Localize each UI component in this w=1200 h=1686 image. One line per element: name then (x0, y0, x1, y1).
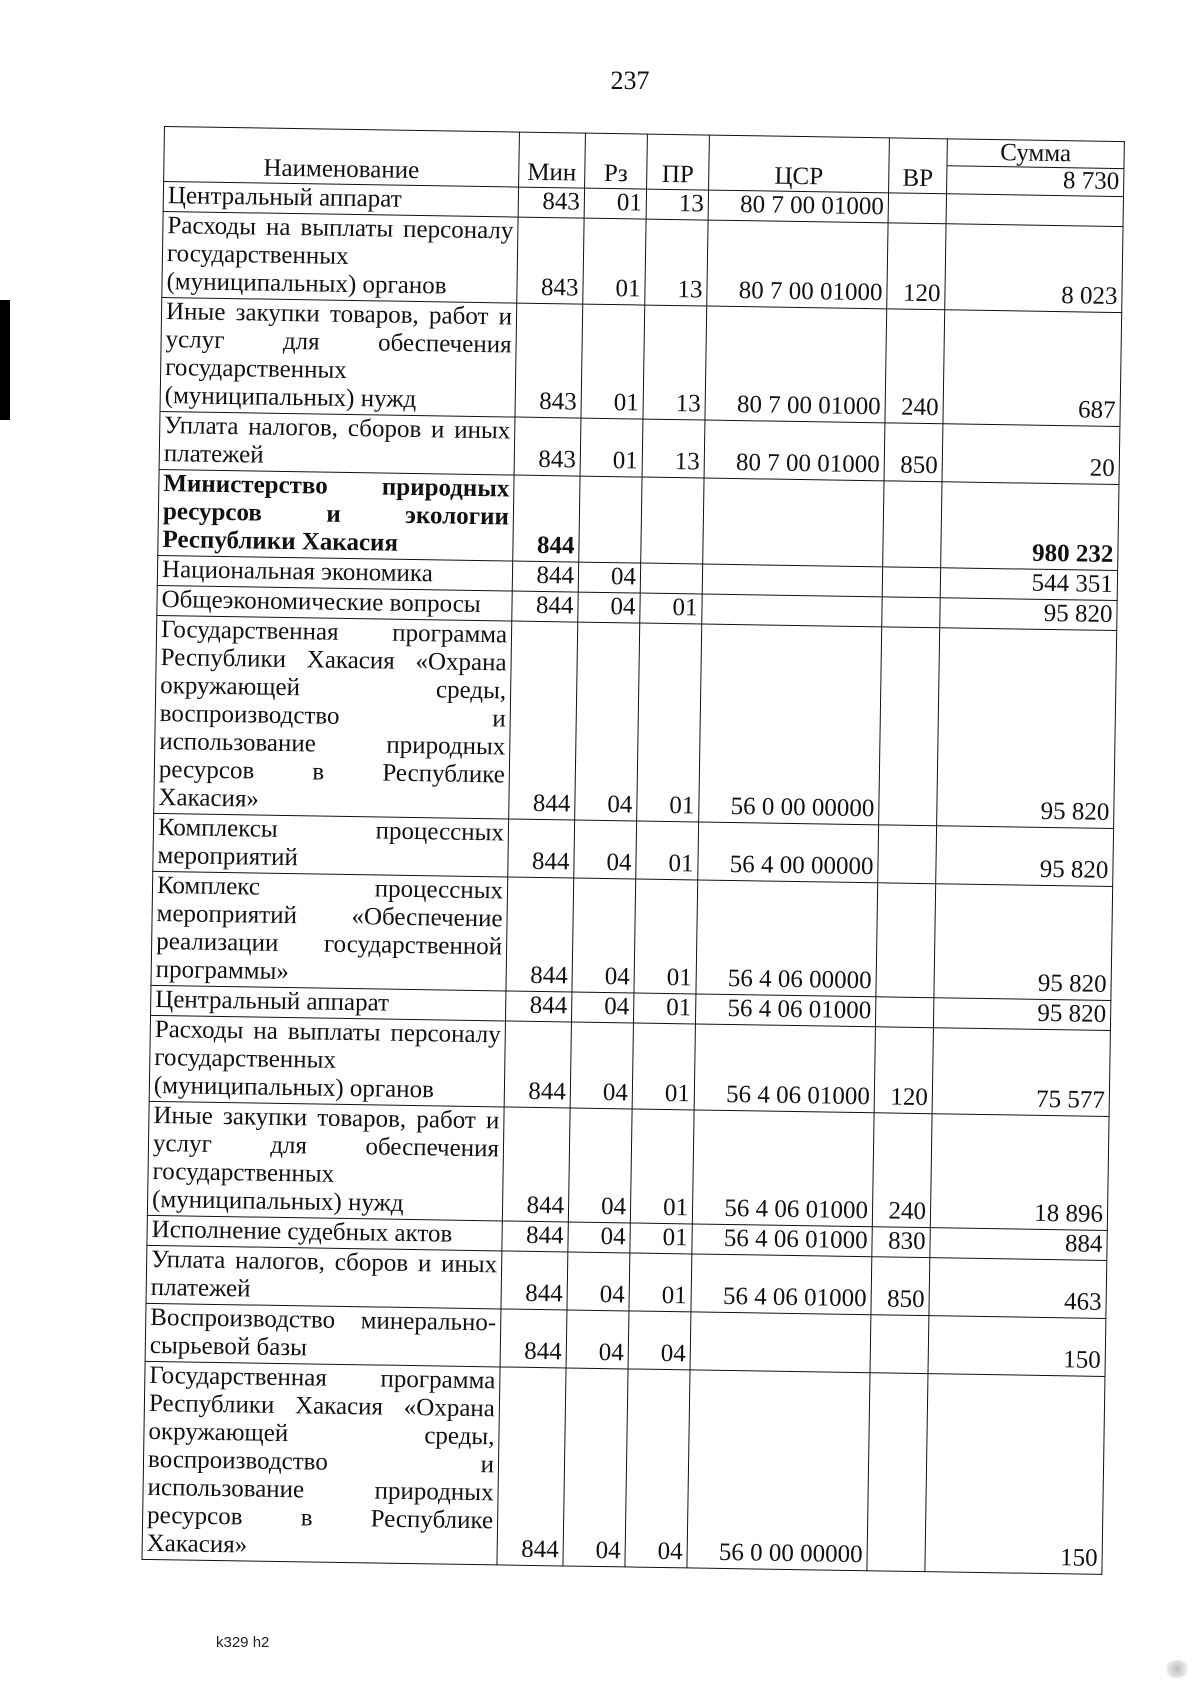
cell-min: 844 (508, 819, 575, 878)
cell-csr: 56 4 06 01000 (695, 994, 875, 1027)
cell-pr: 01 (629, 1253, 692, 1312)
table-row (147, 1101, 1109, 1230)
cell-rz: 04 (578, 592, 640, 623)
cell-pr: 01 (630, 1109, 694, 1224)
cell-vr: 850 (884, 423, 943, 482)
cell-name: Государственная программа Республики Хакасия «Охрана окружающей среды, воспроизводство и использование природных ресурсов в Республике Хакасия» (154, 615, 512, 819)
cell-sum: 150 (928, 1316, 1106, 1377)
cell-rz: 04 (578, 562, 640, 593)
cell-name: Государственная программа Республики Хакасия «Охрана окружающей среды, воспроизводство и использование природных ресурсов в Республике Хакасия» (142, 1361, 500, 1565)
cell-rz: 04 (574, 820, 637, 879)
cell-rz (579, 476, 642, 563)
cell-pr: 01 (633, 993, 695, 1024)
page-number: 237 (610, 66, 650, 95)
cell-pr (641, 477, 704, 564)
header-name: Наименование (164, 127, 520, 188)
cell-name: Комплексы процессных мероприятий (153, 813, 509, 877)
cell-rz: 04 (567, 1252, 630, 1311)
cell-min: 844 (513, 475, 580, 562)
cell-name: Иные закупки товаров, работ и услуг для обеспечения государственных (муниципальных) нужд (147, 1101, 504, 1221)
cell-vr: 120 (874, 1027, 933, 1114)
header-vr: ВР (889, 138, 948, 194)
table-row (149, 1015, 1110, 1116)
cell-min: 844 (505, 991, 571, 1022)
cell-pr: 13 (645, 219, 708, 306)
cell-rz: 01 (581, 304, 645, 419)
cell-vr (888, 193, 946, 224)
cell-rz: 01 (584, 188, 646, 219)
cell-rz: 04 (566, 1310, 629, 1369)
cell-min: 844 (500, 1309, 567, 1368)
cell-vr: 240 (872, 1113, 932, 1228)
cell-min: 843 (515, 303, 583, 418)
cell-name: Национальная экономика (157, 555, 512, 591)
cell-pr: 01 (630, 1223, 692, 1254)
cell-pr: 01 (634, 879, 698, 994)
cell-vr (879, 627, 940, 826)
cell-csr: 80 7 00 01000 (704, 420, 885, 481)
cell-name: Министерство природных ресурсов и экологии Республики Хакасия (158, 469, 514, 561)
cell-pr: 13 (642, 419, 705, 478)
cell-name: Расходы на выплаты персоналу государственных (муниципальных) органов (149, 1015, 505, 1107)
cell-pr (640, 563, 702, 594)
header-rz: Рз (585, 133, 648, 189)
cell-pr: 01 (637, 623, 702, 822)
cell-pr: 01 (640, 593, 702, 624)
cell-pr: 13 (646, 189, 708, 220)
cell-vr: 120 (887, 223, 946, 310)
cell-sum: 544 351 (940, 568, 1117, 601)
cell-min: 844 (509, 621, 578, 820)
cell-name: Общеэкономические вопросы (157, 585, 512, 621)
cell-rz: 04 (575, 622, 640, 821)
table-row (154, 615, 1117, 828)
table-row (151, 871, 1113, 1000)
cell-sum (946, 194, 1123, 227)
cell-pr: 01 (632, 1023, 695, 1110)
table-body (142, 182, 1124, 1575)
cell-pr: 01 (636, 821, 699, 880)
cell-sum: 95 820 (937, 628, 1117, 829)
cell-csr (703, 478, 884, 567)
cell-name: Центральный аппарат (163, 182, 518, 218)
cell-vr (870, 1315, 929, 1374)
header-pr: ПР (647, 134, 710, 190)
cell-sum: 18 896 (930, 1114, 1109, 1231)
cell-csr: 56 4 06 01000 (694, 1024, 875, 1113)
cell-min: 844 (502, 1107, 570, 1222)
cell-min: 844 (504, 1021, 571, 1108)
table-row (162, 211, 1123, 312)
cell-name: Исполнение судебных актов (147, 1215, 502, 1251)
footer-code: k329 h2 (216, 1634, 270, 1651)
cell-sum: 150 (925, 1374, 1105, 1575)
cell-name: Уплата налогов, сборов и иных платежей (146, 1245, 502, 1309)
cell-sum: 95 820 (940, 598, 1117, 631)
scan-edge-mark (0, 300, 10, 420)
cell-sum: 95 820 (933, 998, 1110, 1031)
cell-min: 844 (512, 591, 578, 622)
cell-vr: 850 (871, 1257, 930, 1316)
cell-rz: 04 (571, 992, 633, 1023)
cell-min: 843 (514, 417, 581, 476)
cell-sum: 884 (930, 1228, 1107, 1261)
cell-sum: 75 577 (932, 1028, 1110, 1117)
cell-min: 844 (506, 877, 574, 992)
header-sum-label: Сумма (1000, 139, 1072, 168)
cell-min: 843 (517, 217, 584, 304)
cell-rz: 04 (563, 1368, 628, 1567)
cell-rz: 01 (580, 418, 643, 477)
cell-vr (878, 825, 937, 884)
cell-csr: 56 4 06 01000 (691, 1254, 872, 1315)
cell-csr: 56 4 06 01000 (692, 1224, 872, 1257)
cell-sum: 95 820 (934, 884, 1113, 1001)
cell-vr (875, 997, 933, 1028)
cell-name: Комплекс процессных мероприятий «Обеспечение реализации государственной программы» (151, 871, 508, 991)
cell-csr (690, 1312, 871, 1373)
cell-rz: 01 (583, 218, 646, 305)
cell-sum: 8 023 (945, 224, 1123, 313)
header-csr: ЦСР (709, 135, 890, 193)
cell-vr (882, 597, 940, 628)
scan-smudge (1164, 1660, 1190, 1678)
budget-table (141, 126, 1124, 1575)
cell-min: 843 (518, 187, 584, 218)
cell-sum: 980 232 (941, 482, 1119, 571)
cell-csr: 56 0 00 00000 (699, 624, 882, 825)
header-min: Мин (519, 132, 586, 188)
cell-csr: 56 4 06 00000 (696, 880, 878, 997)
cell-name: Расходы на выплаты персоналу государственных (муниципальных) органов (162, 211, 518, 303)
cell-csr: 56 0 00 00000 (687, 1370, 870, 1571)
cell-name: Уплата налогов, сборов и иных платежей (159, 411, 515, 475)
cell-csr: 56 4 06 01000 (692, 1110, 874, 1227)
cell-pr: 04 (628, 1311, 691, 1370)
table-row (142, 1361, 1105, 1574)
cell-csr: 80 7 00 01000 (708, 190, 888, 223)
cell-vr (867, 1373, 928, 1572)
cell-rz: 04 (568, 1222, 630, 1253)
cell-sum: 95 820 (936, 826, 1114, 887)
cell-csr (702, 594, 882, 627)
cell-rz: 04 (570, 1022, 633, 1109)
cell-csr: 80 7 00 01000 (705, 306, 887, 423)
cell-csr (702, 564, 882, 597)
cell-min: 844 (497, 1367, 566, 1566)
table-row (160, 297, 1122, 426)
cell-vr (883, 481, 942, 568)
cell-name: Центральный аппарат (151, 985, 506, 1021)
cell-vr (876, 883, 936, 998)
cell-vr: 240 (885, 309, 945, 424)
cell-name: Воспроизводство минерально-сырьевой базы (145, 1303, 501, 1367)
cell-sum: 20 (942, 424, 1120, 485)
cell-csr: 80 7 00 01000 (707, 220, 888, 309)
cell-pr: 04 (625, 1369, 690, 1568)
header-sum (947, 139, 1125, 197)
cell-name: Иные закупки товаров, работ и услуг для обеспечения государственных (муниципальных) нужд (160, 297, 517, 417)
cell-rz: 04 (568, 1108, 632, 1223)
cell-min: 844 (502, 1221, 568, 1252)
cell-min: 844 (512, 561, 578, 592)
cell-sum: 687 (943, 310, 1122, 427)
cell-sum: 463 (929, 1258, 1107, 1319)
cell-csr: 56 4 00 00000 (698, 822, 879, 883)
top-sum-value: 8 730 (947, 165, 1123, 195)
cell-pr: 13 (643, 305, 707, 420)
table-row (158, 469, 1119, 570)
cell-vr (882, 567, 940, 598)
cell-min: 844 (501, 1251, 568, 1310)
cell-vr: 830 (872, 1227, 930, 1258)
cell-rz: 04 (572, 878, 636, 993)
